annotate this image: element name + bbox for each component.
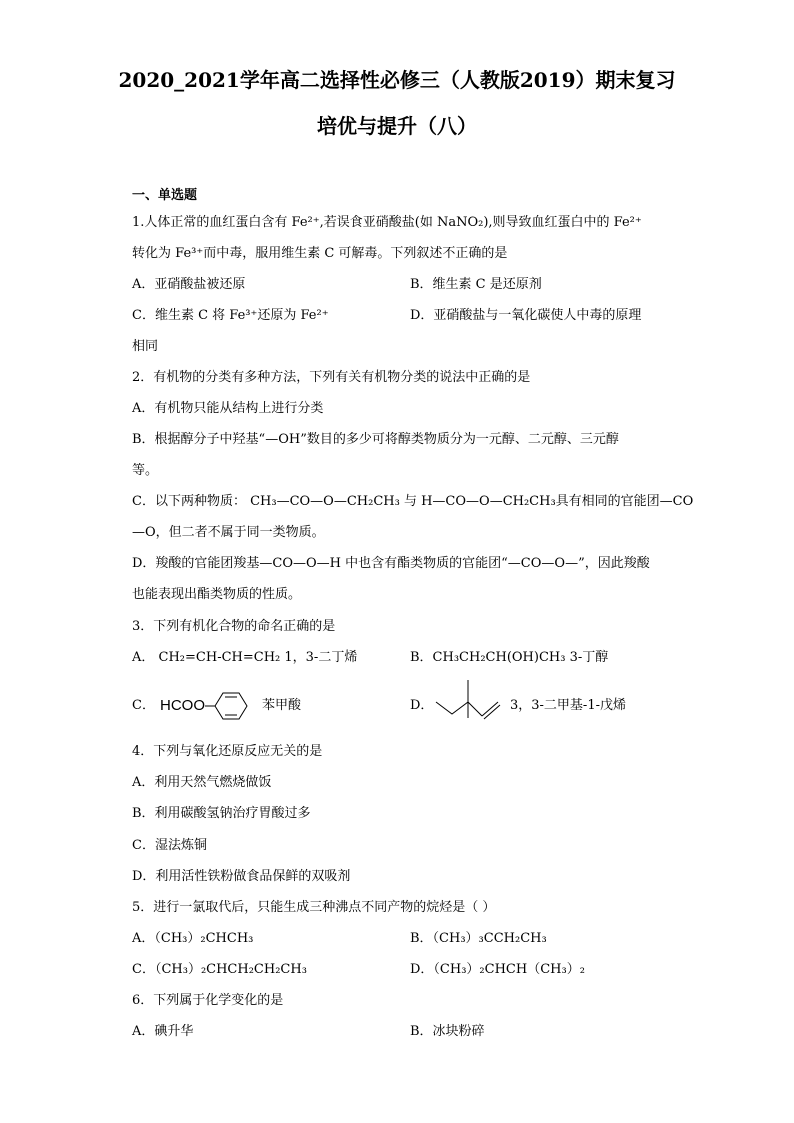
q1-option-d: D．亚硝酸盐与一氧化碳使人中毒的原理 bbox=[410, 308, 642, 323]
q5-option-b: B．（CH₃）₃CCH₂CH₃ bbox=[410, 931, 547, 946]
q6-option-a: A．碘升华 bbox=[132, 1024, 194, 1039]
q3-option-a: A． CH₂=CH-CH=CH₂ 1，3-二丁烯 bbox=[132, 650, 358, 665]
q5-option-d: D．（CH₃）₂CHCH（CH₃）₂ bbox=[410, 962, 585, 977]
q1-option-b: B．维生素 C 是还原剂 bbox=[410, 277, 542, 292]
q1-option-a: A．亚硝酸盐被还原 bbox=[132, 277, 246, 292]
benzene-ring-icon bbox=[205, 690, 260, 722]
title-line-2: 培优与提升（八） bbox=[317, 114, 477, 138]
q3-option-d-name: 3，3-二甲基-1-戊烯 bbox=[510, 698, 626, 713]
q5-stem: 5．进行一氯取代后，只能生成三种沸点不同产物的烷烃是（ ） bbox=[132, 900, 496, 915]
q2-option-b-2: 等。 bbox=[132, 463, 159, 478]
q3-option-c-name: 苯甲酸 bbox=[262, 698, 302, 713]
q4-option-d: D．利用活性铁粉做食品保鲜的双吸剂 bbox=[132, 869, 351, 884]
skeletal-formula-icon bbox=[434, 678, 502, 722]
q1-stem-a: 1.人体正常的血红蛋白含有 Fe²⁺,若误食亚硝酸盐(如 NaNO₂),则导致血红蛋白中的 Fe²⁺ bbox=[132, 215, 642, 230]
q6-option-b: B．冰块粉碎 bbox=[410, 1024, 485, 1039]
q2-option-b-1: B．根据醇分子中羟基“—OH”数目的多少可将醇类物质分为一元醇、二元醇、三元醇 bbox=[132, 432, 619, 447]
q2-option-d-2: 也能表现出酯类物质的性质。 bbox=[132, 587, 302, 602]
q6-stem: 6．下列属于化学变化的是 bbox=[132, 993, 284, 1008]
q3-option-d-label: D． bbox=[410, 698, 434, 713]
title-line-1: 2020_2021学年高二选择性必修三（人教版2019）期末复习 bbox=[118, 68, 676, 92]
q2-stem: 2．有机物的分类有多种方法，下列有关有机物分类的说法中正确的是 bbox=[132, 370, 531, 385]
q4-stem: 4．下列与氧化还原反应无关的是 bbox=[132, 744, 323, 759]
q4-option-a: A．利用天然气燃烧做饭 bbox=[132, 775, 272, 790]
q2-option-c-2: —O，但二者不属于同一类物质。 bbox=[132, 525, 325, 540]
q2-option-d-1: D．羧酸的官能团羧基—CO—O—H 中也含有酯类物质的官能团“—CO—O—”，因此羧酸 bbox=[132, 556, 650, 571]
q1-option-c: C．维生素 C 将 Fe³⁺还原为 Fe²⁺ bbox=[132, 308, 329, 323]
q3-option-c-formula: HCOO bbox=[160, 697, 205, 714]
q5-option-c: C．（CH₃）₂CHCH₂CH₂CH₃ bbox=[132, 962, 307, 977]
q2-option-a: A．有机物只能从结构上进行分类 bbox=[132, 401, 324, 416]
q2-option-c-1: C．以下两种物质： CH₃—CO—O—CH₂CH₃ 与 H—CO—O—CH₂CH₃具有相同的官能团—CO bbox=[132, 494, 694, 509]
q3-option-b: B．CH₃CH₂CH(OH)CH₃ 3-丁醇 bbox=[410, 650, 609, 665]
q4-option-b: B．利用碳酸氢钠治疗胃酸过多 bbox=[132, 806, 311, 821]
q1-option-d-cont: 相同 bbox=[132, 339, 159, 354]
q3-option-c-label: C． bbox=[132, 698, 155, 713]
q1-stem-b: 转化为 Fe³⁺而中毒，服用维生素 C 可解毒。下列叙述不正确的是 bbox=[132, 246, 508, 261]
section-heading: 一、单选题 bbox=[132, 188, 198, 203]
q3-stem: 3．下列有机化合物的命名正确的是 bbox=[132, 619, 336, 634]
q5-option-a: A．（CH₃）₂CHCH₃ bbox=[132, 931, 254, 946]
q4-option-c: C．湿法炼铜 bbox=[132, 838, 207, 853]
